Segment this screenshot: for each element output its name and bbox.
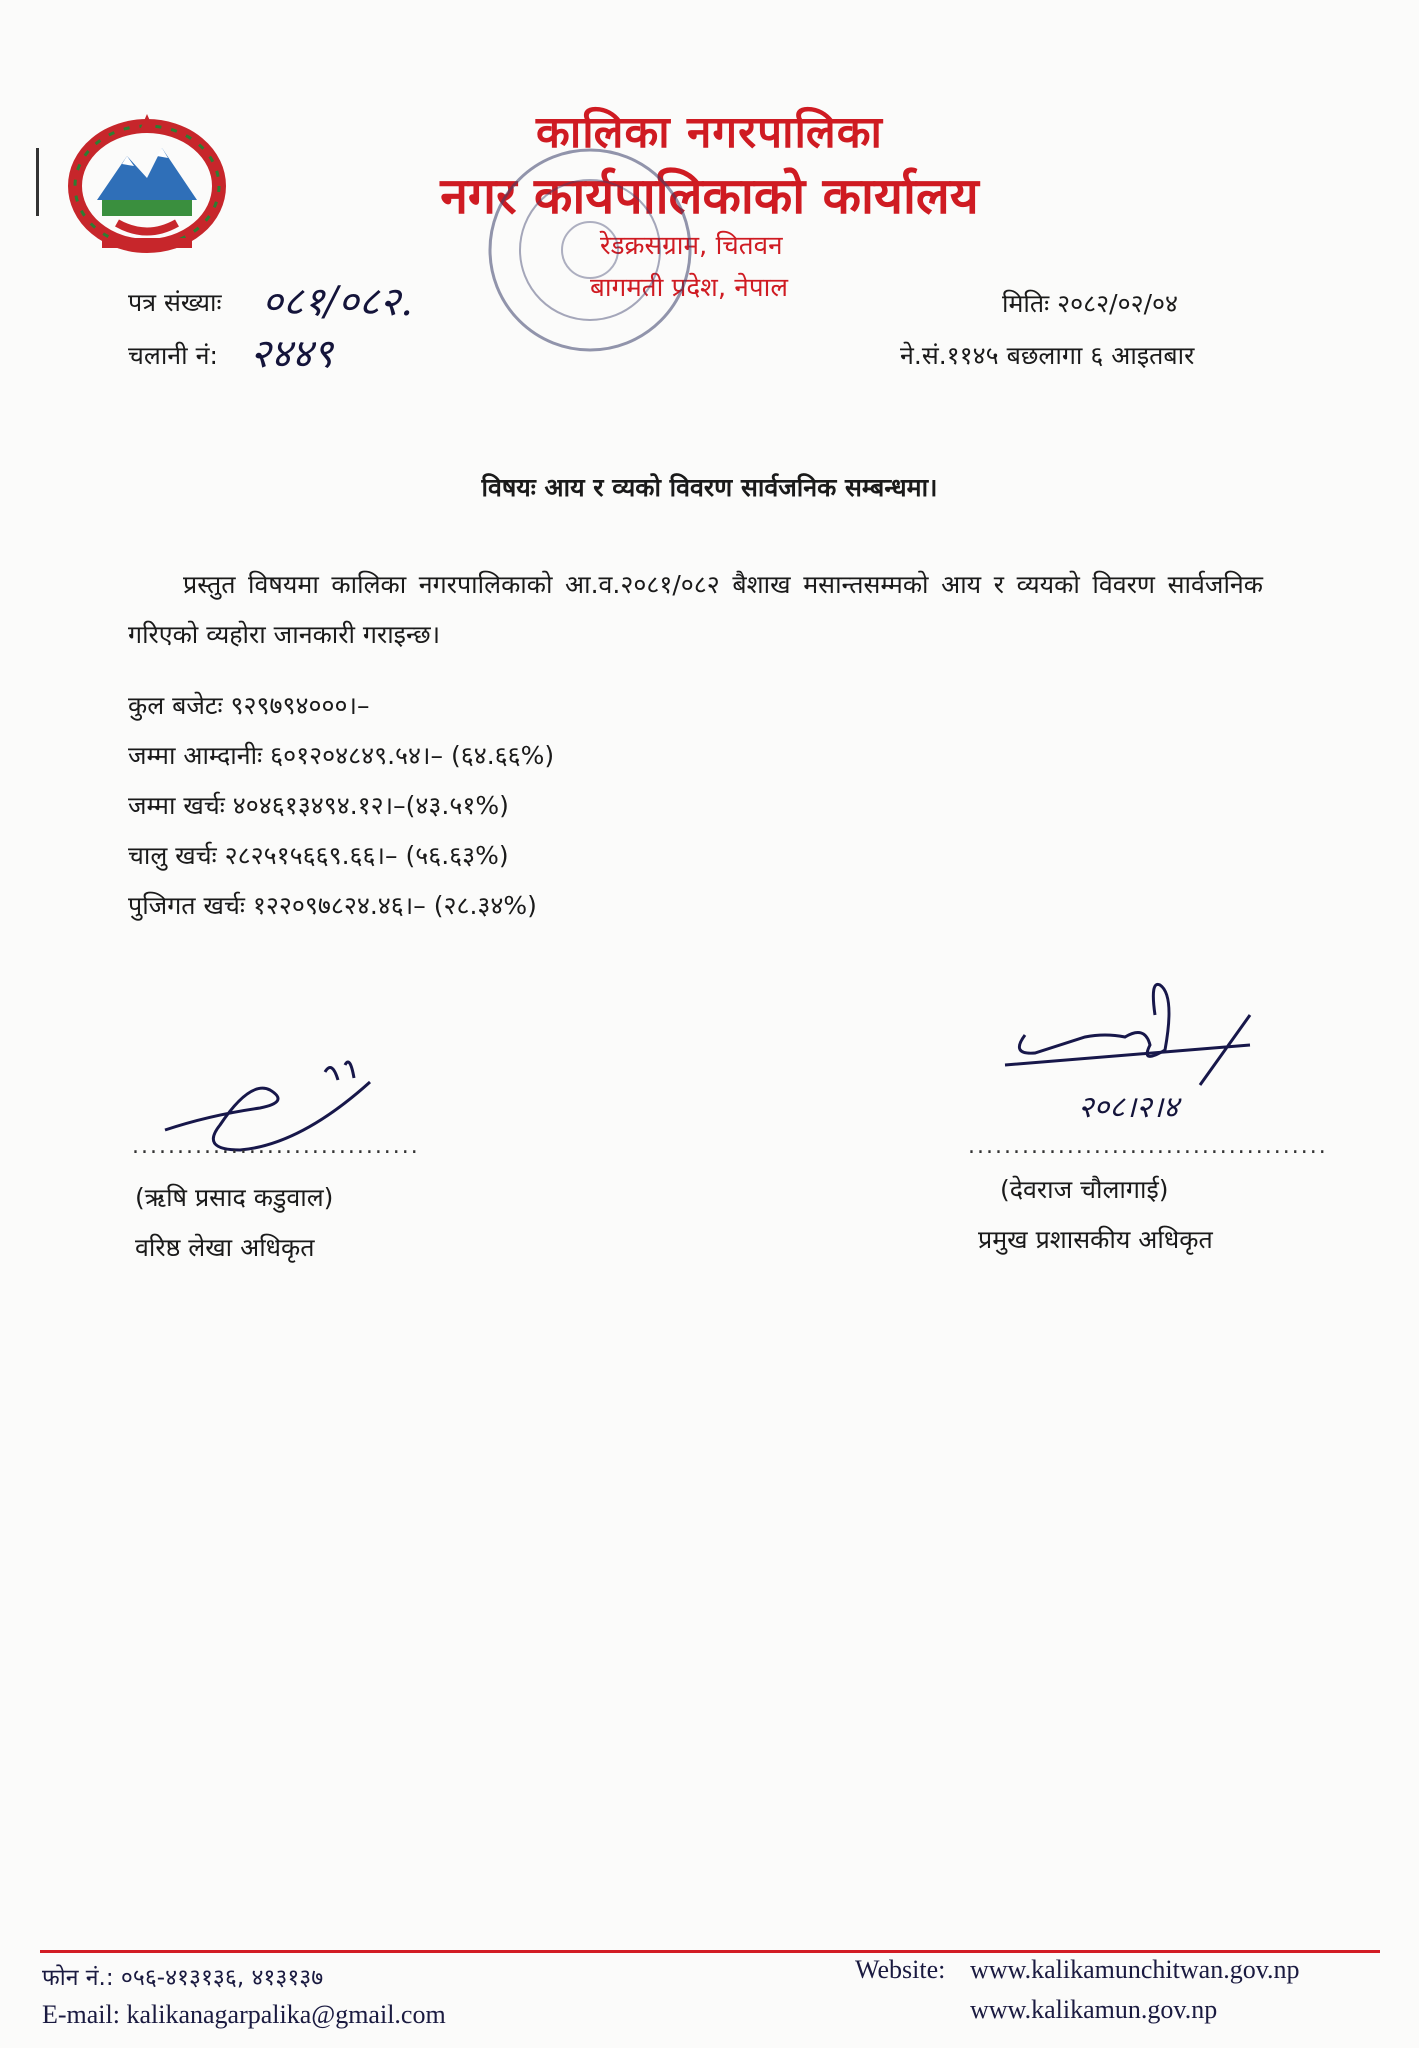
- right-signature-mark: [1000, 975, 1260, 1095]
- footer-email: E-mail: kalikanagarpalika@gmail.com: [42, 2000, 446, 2029]
- right-signatory-title: प्रमुख प्रशासकीय अधिकृत: [978, 1225, 1213, 1254]
- figure-total-expenditure: जम्मा खर्चः ४०४६१३४९४.१२।–(४३.५१%): [128, 791, 509, 820]
- footer-website-1[interactable]: www.kalikamunchitwan.gov.np: [970, 1955, 1300, 1984]
- subject-line: विषयः आय र व्यको विवरण सार्वजनिक सम्बन्धमा।: [481, 473, 938, 502]
- right-signature-line: ........................................: [968, 1134, 1328, 1159]
- figure-capital-expenditure: पुजिगत खर्चः १२२०९७८२४.४६।– (२८.३४%): [128, 891, 537, 920]
- address-line-2: बागमती प्रदेश, नेपाल: [590, 273, 788, 303]
- right-signatory-name: (देवराज चौलागाई): [1000, 1175, 1169, 1204]
- letter-number-label: पत्र संख्याः: [128, 288, 222, 317]
- address-line-1: रेडक्रसग्राम, चितवन: [600, 231, 783, 261]
- office-seal-stamp: [470, 140, 710, 370]
- left-signatory-title: वरिष्ठ लेखा अधिकृत: [135, 1233, 315, 1262]
- nepal-sambat-date: ने.सं.११४५ बछलागा ६ आइतबार: [900, 341, 1195, 370]
- right-signature-date: २०८।२।४: [1078, 1090, 1179, 1125]
- office-name: नगर कार्यपालिकाको कार्यालय: [440, 167, 979, 225]
- left-signatory-name: (ऋषि प्रसाद कडुवाल): [135, 1183, 334, 1212]
- left-signature-line: ................................: [132, 1134, 420, 1159]
- figure-current-expenditure: चालु खर्चः २८२५१५६६९.६६।– (५६.६३%): [128, 841, 509, 870]
- footer-website-label: Website:: [855, 1955, 946, 1984]
- date: मितिः २०८२/०२/०४: [1002, 289, 1178, 318]
- dispatch-number-value: २४४९: [250, 331, 334, 377]
- footer-website-2[interactable]: www.kalikamun.gov.np: [970, 1995, 1218, 2024]
- municipality-name: कालिका नगरपालिका: [536, 107, 883, 158]
- figure-total-budget: कुल बजेटः ९२९७९४०००।–: [128, 691, 370, 720]
- dispatch-number-label: चलानी नं:: [128, 341, 218, 370]
- body-paragraph: प्रस्तुत विषयमा कालिका नगरपालिकाको आ.व.२०८१/०८२ बैशाख मसान्तसम्मको आय र व्ययको विवरण सार्वजनिक गरिएको व्यहोरा जानकारी गराइन्छ।: [128, 570, 1263, 649]
- footer-phone: फोन नं.: ०५६-४१३१३६, ४१३१३७: [42, 1965, 324, 1991]
- figure-total-income: जम्मा आम्दानीः ६०१२०४८४९.५४।– (६४.६६%): [128, 741, 555, 770]
- letter-number-value: ०८१/०८२.: [262, 279, 413, 325]
- footer-rule: [40, 1950, 1380, 1953]
